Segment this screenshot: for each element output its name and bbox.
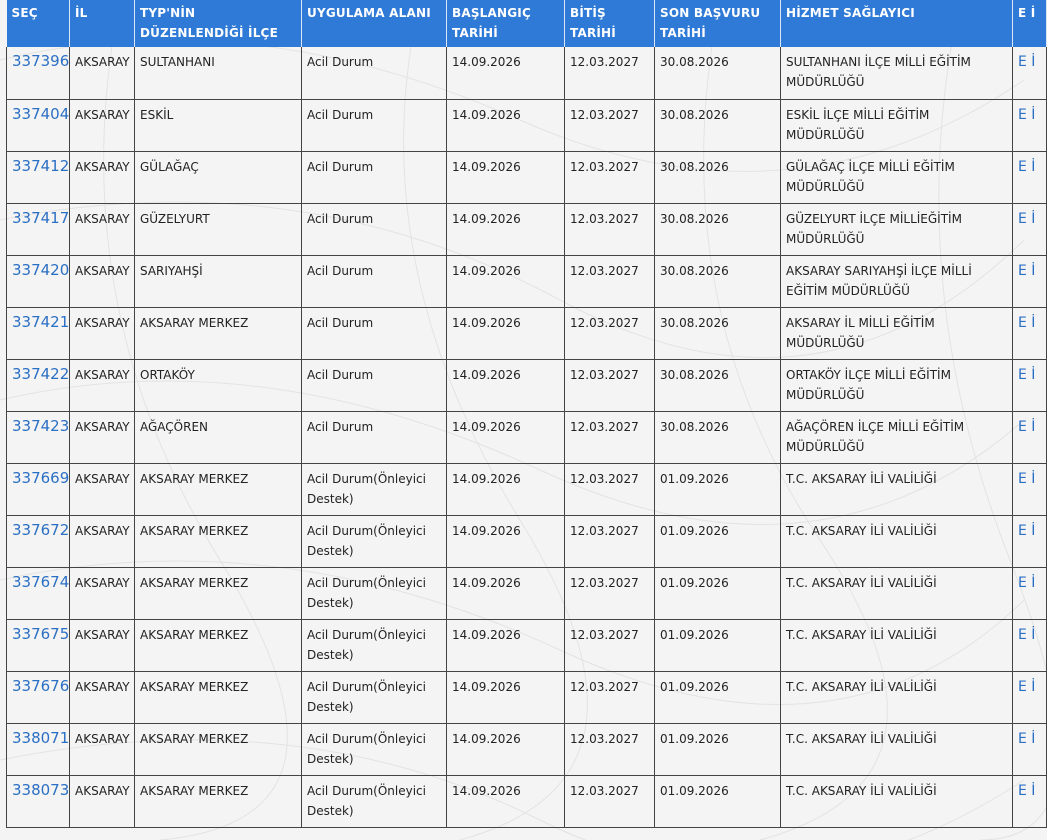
table-row: [7, 307, 1047, 359]
ilce-cell: SULTANHANI: [135, 47, 302, 99]
id-link[interactable]: 337396: [12, 52, 70, 70]
bitis-tarihi-cell: 12.03.2027: [565, 567, 655, 619]
il-cell: AKSARAY: [70, 775, 135, 827]
uygulama-alani-cell: Acil Durum: [302, 307, 447, 359]
detail-cell: [1013, 47, 1047, 99]
header-sec: SEÇ: [7, 0, 70, 47]
detail-cell: [1013, 255, 1047, 307]
uygulama-alani-cell: Acil Durum: [302, 359, 447, 411]
table-row: [7, 203, 1047, 255]
hizmet-saglayici-cell: T.C. AKSARAY İLİ VALİLİĞİ: [781, 775, 1013, 827]
il-cell: AKSARAY: [70, 567, 135, 619]
hizmet-saglayici-cell: GÜZELYURT İLÇE MİLLİEĞİTİM MÜDÜRLÜĞÜ: [781, 203, 1013, 255]
detail-cell: [1013, 203, 1047, 255]
il-cell: AKSARAY: [70, 47, 135, 99]
son-basvuru-tarihi-cell: 01.09.2026: [655, 671, 781, 723]
son-basvuru-tarihi-cell: 30.08.2026: [655, 255, 781, 307]
baslangic-tarihi-cell: 14.09.2026: [447, 463, 565, 515]
id-link[interactable]: 337676: [12, 676, 70, 695]
uygulama-alani-cell: Acil Durum: [302, 411, 447, 463]
table-row: [7, 515, 1047, 567]
detail-link[interactable]: E İ: [1018, 574, 1036, 591]
detail-cell: [1013, 619, 1047, 671]
il-cell: AKSARAY: [70, 151, 135, 203]
detail-link[interactable]: E İ: [1018, 158, 1036, 175]
results-table: [6, 0, 1047, 828]
baslangic-tarihi-cell: 14.09.2026: [447, 515, 565, 567]
ilce-cell: ORTAKÖY: [135, 359, 302, 411]
uygulama-alani-cell: Acil Durum(Önleyici Destek): [302, 723, 447, 775]
id-link[interactable]: 337420: [12, 260, 70, 279]
detail-link[interactable]: E İ: [1018, 730, 1036, 747]
baslangic-tarihi-cell: 14.09.2026: [447, 411, 565, 463]
uygulama-alani-cell: Acil Durum(Önleyici Destek): [302, 567, 447, 619]
bitis-tarihi-cell: 12.03.2027: [565, 47, 655, 99]
bitis-tarihi-cell: 12.03.2027: [565, 671, 655, 723]
il-cell: AKSARAY: [70, 359, 135, 411]
detail-cell: [1013, 359, 1047, 411]
id-link[interactable]: 337423: [12, 416, 70, 435]
detail-link[interactable]: E İ: [1018, 314, 1036, 331]
baslangic-tarihi-cell: 14.09.2026: [447, 307, 565, 359]
detail-link[interactable]: E İ: [1018, 678, 1036, 695]
table-row: [7, 723, 1047, 775]
baslangic-tarihi-cell: 14.09.2026: [447, 151, 565, 203]
detail-cell: [1013, 411, 1047, 463]
ilce-cell: GÜLAĞAÇ: [135, 151, 302, 203]
id-cell: [7, 619, 70, 671]
il-cell: AKSARAY: [70, 619, 135, 671]
header-baslangic-tarihi: BAŞLANGIÇ TARİHİ: [447, 0, 565, 47]
id-cell: [7, 775, 70, 827]
header-il: İL: [70, 0, 135, 47]
baslangic-tarihi-cell: 14.09.2026: [447, 99, 565, 151]
id-link[interactable]: 337412: [12, 156, 70, 175]
bitis-tarihi-cell: 12.03.2027: [565, 723, 655, 775]
detail-cell: [1013, 775, 1047, 827]
hizmet-saglayici-cell: SULTANHANI İLÇE MİLLİ EĞİTİM MÜDÜRLÜĞÜ: [781, 47, 1013, 99]
baslangic-tarihi-cell: 14.09.2026: [447, 255, 565, 307]
son-basvuru-tarihi-cell: 30.08.2026: [655, 411, 781, 463]
id-cell: [7, 463, 70, 515]
id-link[interactable]: 337422: [12, 364, 70, 383]
ilce-cell: SARIYAHŞİ: [135, 255, 302, 307]
id-cell: [7, 567, 70, 619]
id-link[interactable]: 338073: [12, 780, 70, 799]
hizmet-saglayici-cell: ESKİL İLÇE MİLLİ EĞİTİM MÜDÜRLÜĞÜ: [781, 99, 1013, 151]
son-basvuru-tarihi-cell: 30.08.2026: [655, 47, 781, 99]
son-basvuru-tarihi-cell: 01.09.2026: [655, 515, 781, 567]
uygulama-alani-cell: Acil Durum: [302, 47, 447, 99]
bitis-tarihi-cell: 12.03.2027: [565, 307, 655, 359]
baslangic-tarihi-cell: 14.09.2026: [447, 567, 565, 619]
son-basvuru-tarihi-cell: 30.08.2026: [655, 359, 781, 411]
detail-cell: [1013, 671, 1047, 723]
detail-link[interactable]: E İ: [1018, 522, 1036, 539]
baslangic-tarihi-cell: 14.09.2026: [447, 47, 565, 99]
uygulama-alani-cell: Acil Durum(Önleyici Destek): [302, 515, 447, 567]
detail-link[interactable]: E İ: [1018, 262, 1036, 279]
ilce-cell: GÜZELYURT: [135, 203, 302, 255]
id-link[interactable]: 337421: [12, 312, 70, 331]
table-header: [7, 0, 1047, 47]
uygulama-alani-cell: Acil Durum: [302, 99, 447, 151]
header-ilce: TYP'NİN DÜZENLENDİĞİ İLÇE: [135, 0, 302, 47]
uygulama-alani-cell: Acil Durum(Önleyici Destek): [302, 619, 447, 671]
header-hizmet-saglayici: HİZMET SAĞLAYICI: [781, 0, 1013, 47]
ilce-cell: AKSARAY MERKEZ: [135, 723, 302, 775]
il-cell: AKSARAY: [70, 203, 135, 255]
table-row: [7, 775, 1047, 827]
table-row: [7, 671, 1047, 723]
il-cell: AKSARAY: [70, 307, 135, 359]
table-row: [7, 47, 1047, 99]
bitis-tarihi-cell: 12.03.2027: [565, 99, 655, 151]
header-detay: E İ: [1013, 0, 1047, 47]
hizmet-saglayici-cell: AKSARAY İL MİLLİ EĞİTİM MÜDÜRLÜĞÜ: [781, 307, 1013, 359]
son-basvuru-tarihi-cell: 30.08.2026: [655, 307, 781, 359]
hizmet-saglayici-cell: AKSARAY SARIYAHŞİ İLÇE MİLLİ EĞİTİM MÜDÜRLÜĞÜ: [781, 255, 1013, 307]
bitis-tarihi-cell: 12.03.2027: [565, 775, 655, 827]
ilce-cell: AKSARAY MERKEZ: [135, 307, 302, 359]
baslangic-tarihi-cell: 14.09.2026: [447, 671, 565, 723]
id-link[interactable]: 337674: [12, 572, 70, 591]
id-link[interactable]: 337404: [12, 104, 70, 123]
hizmet-saglayici-cell: T.C. AKSARAY İLİ VALİLİĞİ: [781, 619, 1013, 671]
detail-link[interactable]: E İ: [1018, 366, 1036, 383]
il-cell: AKSARAY: [70, 515, 135, 567]
uygulama-alani-cell: Acil Durum: [302, 255, 447, 307]
id-cell: [7, 723, 70, 775]
bitis-tarihi-cell: 12.03.2027: [565, 463, 655, 515]
son-basvuru-tarihi-cell: 01.09.2026: [655, 619, 781, 671]
hizmet-saglayici-cell: T.C. AKSARAY İLİ VALİLİĞİ: [781, 515, 1013, 567]
ilce-cell: ESKİL: [135, 99, 302, 151]
ilce-cell: AKSARAY MERKEZ: [135, 463, 302, 515]
uygulama-alani-cell: Acil Durum: [302, 151, 447, 203]
baslangic-tarihi-cell: 14.09.2026: [447, 359, 565, 411]
son-basvuru-tarihi-cell: 01.09.2026: [655, 775, 781, 827]
son-basvuru-tarihi-cell: 01.09.2026: [655, 463, 781, 515]
id-link[interactable]: 337672: [12, 520, 70, 539]
id-cell: [7, 99, 70, 151]
bitis-tarihi-cell: 12.03.2027: [565, 515, 655, 567]
hizmet-saglayici-cell: T.C. AKSARAY İLİ VALİLİĞİ: [781, 463, 1013, 515]
detail-cell: [1013, 515, 1047, 567]
baslangic-tarihi-cell: 14.09.2026: [447, 723, 565, 775]
hizmet-saglayici-cell: ORTAKÖY İLÇE MİLLİ EĞİTİM MÜDÜRLÜĞÜ: [781, 359, 1013, 411]
ilce-cell: AKSARAY MERKEZ: [135, 671, 302, 723]
header-uygulama-alani: UYGULAMA ALANI: [302, 0, 447, 47]
detail-cell: [1013, 99, 1047, 151]
detail-link[interactable]: E İ: [1018, 54, 1036, 70]
header-bitis-tarihi: BİTİŞ TARİHİ: [565, 0, 655, 47]
hizmet-saglayici-cell: T.C. AKSARAY İLİ VALİLİĞİ: [781, 567, 1013, 619]
son-basvuru-tarihi-cell: 01.09.2026: [655, 723, 781, 775]
uygulama-alani-cell: Acil Durum(Önleyici Destek): [302, 671, 447, 723]
table-row: [7, 151, 1047, 203]
hizmet-saglayici-cell: AĞAÇÖREN İLÇE MİLLİ EĞİTİM MÜDÜRLÜĞÜ: [781, 411, 1013, 463]
il-cell: AKSARAY: [70, 671, 135, 723]
id-cell: [7, 359, 70, 411]
detail-cell: [1013, 151, 1047, 203]
uygulama-alani-cell: Acil Durum(Önleyici Destek): [302, 775, 447, 827]
id-cell: [7, 411, 70, 463]
hizmet-saglayici-cell: T.C. AKSARAY İLİ VALİLİĞİ: [781, 723, 1013, 775]
detail-cell: [1013, 723, 1047, 775]
id-cell: [7, 255, 70, 307]
id-cell: [7, 671, 70, 723]
il-cell: AKSARAY: [70, 255, 135, 307]
id-cell: [7, 307, 70, 359]
baslangic-tarihi-cell: 14.09.2026: [447, 775, 565, 827]
id-cell: [7, 47, 70, 99]
ilce-cell: AKSARAY MERKEZ: [135, 515, 302, 567]
detail-link[interactable]: E İ: [1018, 782, 1036, 799]
il-cell: AKSARAY: [70, 99, 135, 151]
son-basvuru-tarihi-cell: 30.08.2026: [655, 151, 781, 203]
hizmet-saglayici-cell: T.C. AKSARAY İLİ VALİLİĞİ: [781, 671, 1013, 723]
ilce-cell: AKSARAY MERKEZ: [135, 775, 302, 827]
detail-link[interactable]: E İ: [1018, 626, 1036, 643]
uygulama-alani-cell: Acil Durum: [302, 203, 447, 255]
detail-link[interactable]: E İ: [1018, 106, 1036, 123]
id-link[interactable]: 337417: [12, 208, 70, 227]
detail-link[interactable]: E İ: [1018, 418, 1036, 435]
ilce-cell: AKSARAY MERKEZ: [135, 619, 302, 671]
bitis-tarihi-cell: 12.03.2027: [565, 411, 655, 463]
table-row: [7, 619, 1047, 671]
table-row: [7, 99, 1047, 151]
id-cell: [7, 151, 70, 203]
detail-cell: [1013, 307, 1047, 359]
ilce-cell: AĞAÇÖREN: [135, 411, 302, 463]
il-cell: AKSARAY: [70, 463, 135, 515]
id-link[interactable]: 338071: [12, 728, 70, 747]
baslangic-tarihi-cell: 14.09.2026: [447, 203, 565, 255]
uygulama-alani-cell: Acil Durum(Önleyici Destek): [302, 463, 447, 515]
ilce-cell: AKSARAY MERKEZ: [135, 567, 302, 619]
son-basvuru-tarihi-cell: 30.08.2026: [655, 99, 781, 151]
detail-cell: [1013, 463, 1047, 515]
il-cell: AKSARAY: [70, 411, 135, 463]
table-body: [7, 47, 1047, 827]
hizmet-saglayici-cell: GÜLAĞAÇ İLÇE MİLLİ EĞİTİM MÜDÜRLÜĞÜ: [781, 151, 1013, 203]
bitis-tarihi-cell: 12.03.2027: [565, 619, 655, 671]
bitis-tarihi-cell: 12.03.2027: [565, 359, 655, 411]
table-row: [7, 359, 1047, 411]
header-son-basvuru-tarihi: SON BAŞVURU TARİHİ: [655, 0, 781, 47]
baslangic-tarihi-cell: 14.09.2026: [447, 619, 565, 671]
table-row: [7, 255, 1047, 307]
bitis-tarihi-cell: 12.03.2027: [565, 255, 655, 307]
id-link[interactable]: 337669: [12, 468, 70, 487]
detail-cell: [1013, 567, 1047, 619]
table-row: [7, 411, 1047, 463]
table-row: [7, 463, 1047, 515]
son-basvuru-tarihi-cell: 30.08.2026: [655, 203, 781, 255]
id-link[interactable]: 337675: [12, 624, 70, 643]
header-row: [7, 0, 1047, 47]
bitis-tarihi-cell: 12.03.2027: [565, 203, 655, 255]
son-basvuru-tarihi-cell: 01.09.2026: [655, 567, 781, 619]
bitis-tarihi-cell: 12.03.2027: [565, 151, 655, 203]
table-row: [7, 567, 1047, 619]
id-cell: [7, 203, 70, 255]
il-cell: AKSARAY: [70, 723, 135, 775]
detail-link[interactable]: E İ: [1018, 470, 1036, 487]
id-cell: [7, 515, 70, 567]
detail-link[interactable]: E İ: [1018, 210, 1036, 227]
